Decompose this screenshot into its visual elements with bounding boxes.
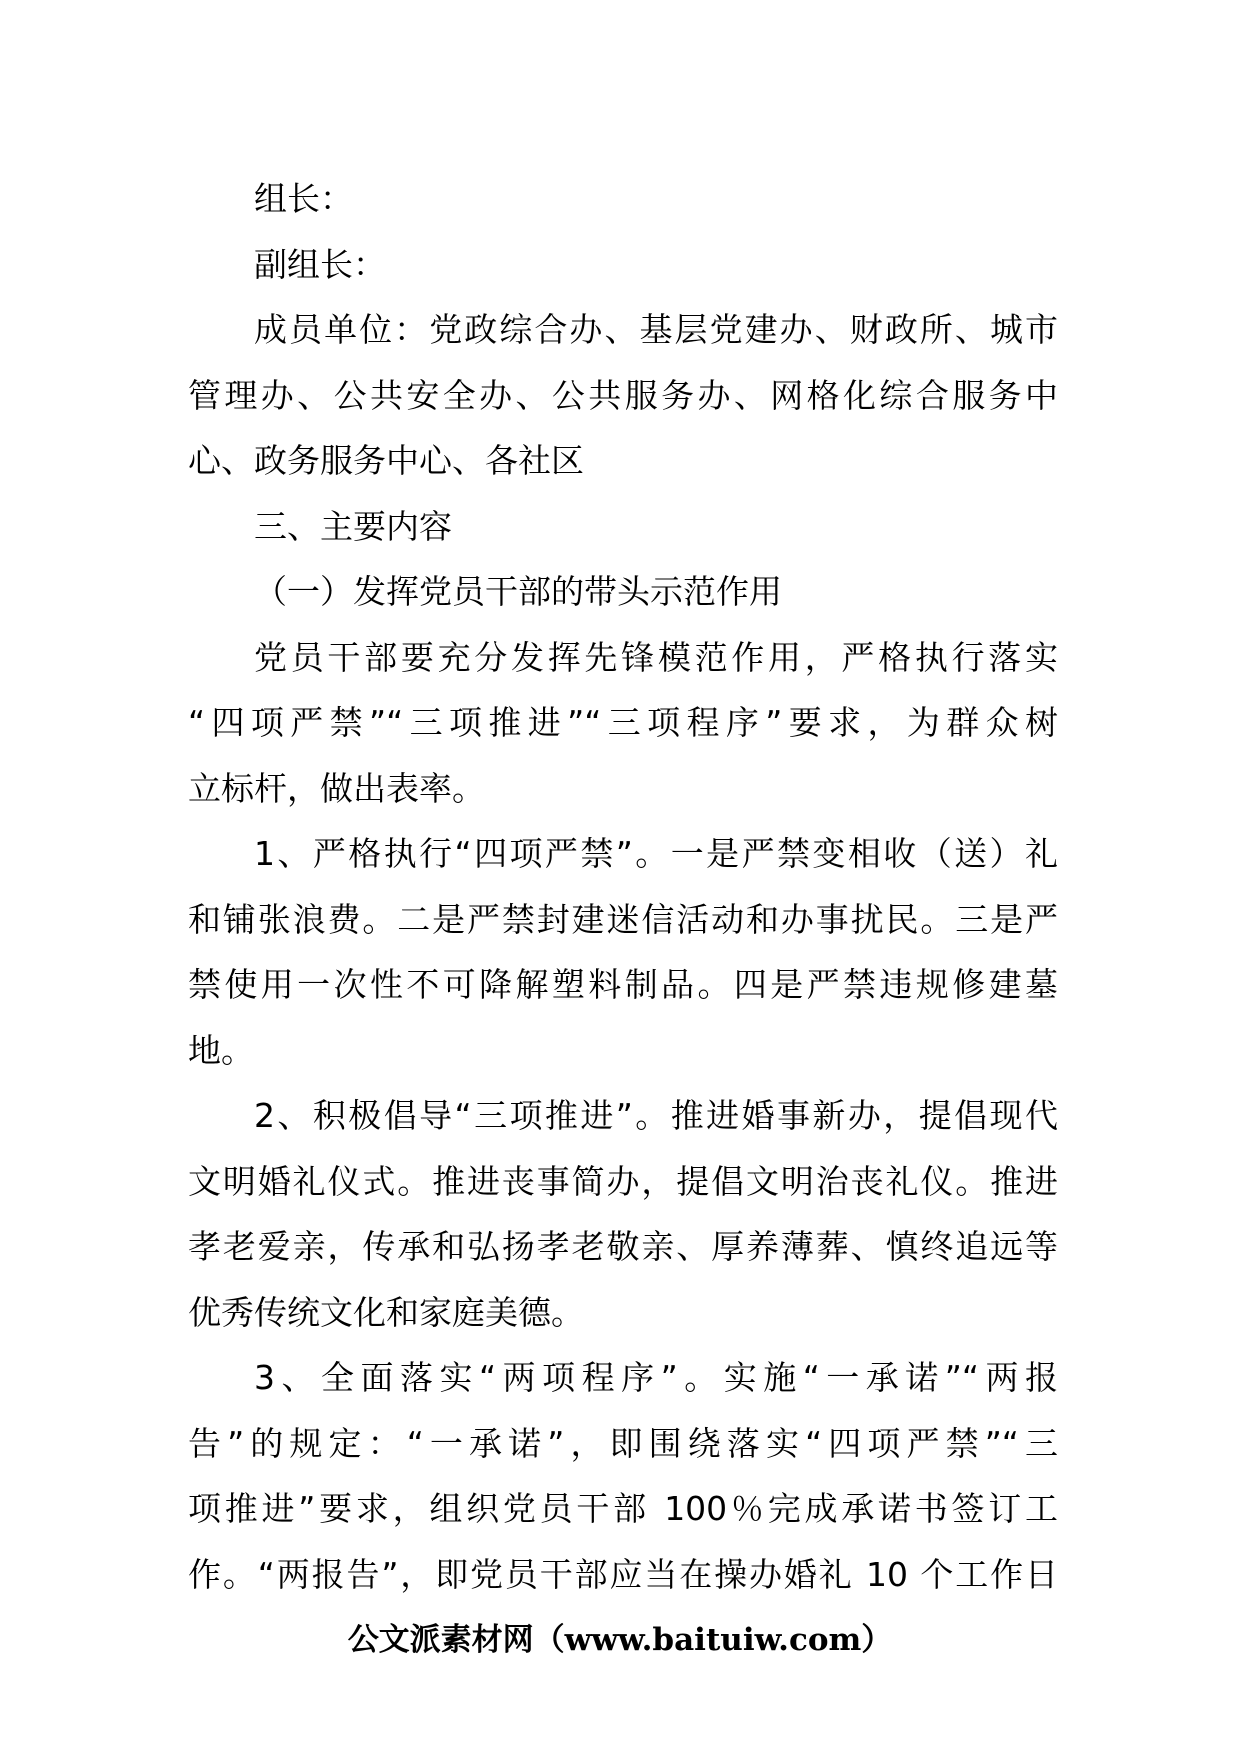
paragraph-member-units [188, 297, 1058, 494]
paragraph-item-2 [188, 1083, 1058, 1345]
text-line: 三、主要内容 [254, 506, 452, 546]
footer-watermark: 公文派素材网（www.baituiw.com） [347, 1622, 893, 1658]
text-line: 文明婚礼仪式。推进丧事简办，提倡文明治丧礼仪。推进 [188, 1161, 1058, 1201]
text-line: 禁使用一次性不可降解塑料制品。四是严禁违规修建墓 [188, 965, 1058, 1004]
text-line: 作。“两报告”，即党员干部应当在操办婚礼 10 个工作日 [188, 1554, 1058, 1594]
text-line: （一）发挥党员干部的带头示范作用 [254, 572, 782, 611]
section-heading [188, 494, 1058, 560]
text-line: 1、严格执行“四项严禁”。一是严禁变相收（送）礼 [254, 834, 1058, 873]
text-line: 党员干部要充分发挥先锋模范作用，严格执行落实 [254, 637, 1058, 677]
text-line: 副组长： [254, 244, 386, 284]
text-line: 2、积极倡导“三项推进”。推进婚事新办，提倡现代 [254, 1096, 1058, 1135]
text-line: 立标杆，做出表率。 [188, 768, 485, 808]
text-line: 告”的规定：“一承诺”，即围绕落实“四项严禁”“三 [188, 1423, 1058, 1463]
subsection-heading [188, 559, 1058, 625]
paragraph-item-1 [188, 821, 1058, 1083]
paragraph-intro [188, 625, 1058, 822]
text-line: “四项严禁”“三项推进”“三项程序”要求，为群众树 [188, 703, 1058, 742]
text-line: 孝老爱亲，传承和弘扬孝老敬亲、厚养薄葬、慎终追远等 [188, 1227, 1058, 1266]
text-line: 心、政务服务中心、各社区 [188, 441, 584, 480]
text-line: 组长： [254, 179, 353, 218]
paragraph-leader [188, 166, 1058, 232]
paragraph-item-3 [188, 1345, 1058, 1607]
text-line: 3、全面落实“两项程序”。实施“一承诺”“两报 [254, 1358, 1058, 1397]
document-body [188, 166, 1058, 1607]
text-line: 管理办、公共安全办、公共服务办、网格化综合服务中 [188, 375, 1058, 415]
paragraph-deputy-leader [188, 232, 1058, 298]
text-line: 和铺张浪费。二是严禁封建迷信活动和办事扰民。三是严 [188, 899, 1058, 939]
text-line: 优秀传统文化和家庭美德。 [188, 1292, 584, 1332]
text-line: 成员单位：党政综合办、基层党建办、财政所、城市 [254, 310, 1058, 349]
text-line: 地。 [188, 1030, 254, 1070]
text-line: 项推进”要求，组织党员干部 100％完成承诺书签订工 [188, 1489, 1058, 1528]
